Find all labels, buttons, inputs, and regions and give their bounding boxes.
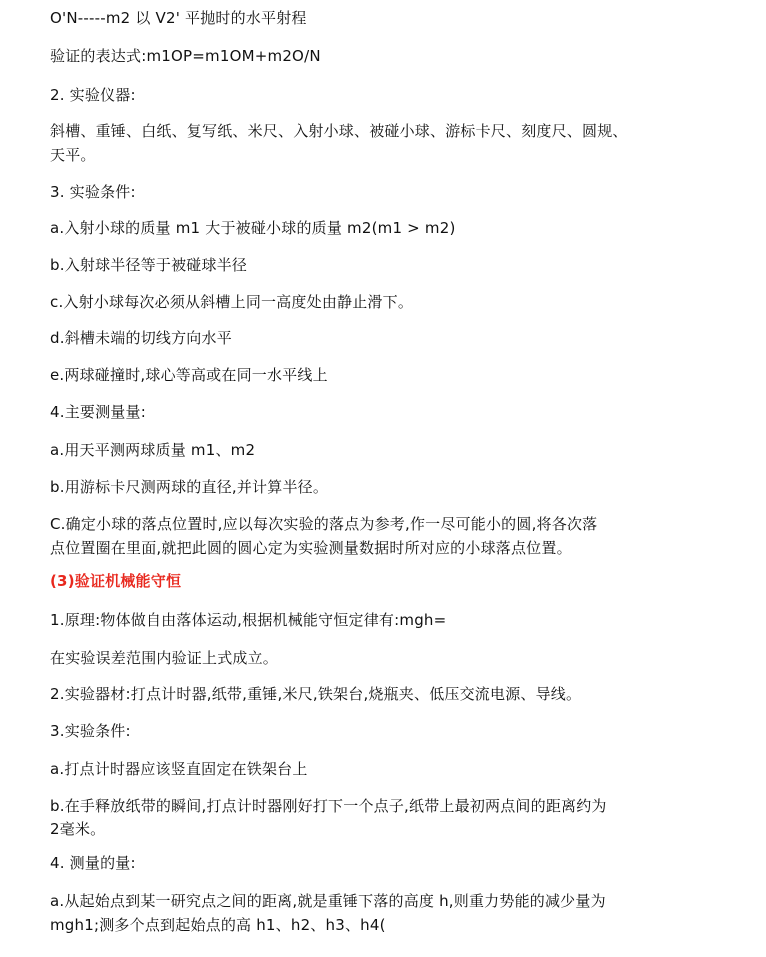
section-label: 3.实验条件: — [50, 722, 131, 740]
list-item: 点位置圈在里面,就把此圆的圆心定为实验测量数据时所对应的小球落点位置。 — [50, 539, 572, 557]
section-heading: (3)验证机械能守恒 — [50, 572, 182, 590]
list-item: b.入射球半径等于被碰球半径 — [50, 256, 248, 274]
text-line: 1.原理:物体做自由落体运动,根据机械能守恒定律有:mgh= — [50, 611, 447, 629]
list-item: e.两球碰撞时,球心等高或在同一水平线上 — [50, 366, 328, 384]
section-label: 4. 测量的量: — [50, 854, 136, 872]
section-label: 3. 实验条件: — [50, 183, 136, 201]
text-line: 验证的表达式:m1OP=m1OM+m2O/N — [50, 47, 321, 65]
text-line: 在实验误差范围内验证上式成立。 — [50, 649, 279, 667]
text-line: 斜槽、重锤、白纸、复写纸、米尺、入射小球、被碰小球、游标卡尺、刻度尺、圆规、 — [50, 122, 628, 140]
list-item: mgh1;测多个点到起始点的高 h1、h2、h3、h4( — [50, 916, 386, 934]
list-item: a.从起始点到某一研究点之间的距离,就是重锤下落的高度 h,则重力势能的减少量为 — [50, 892, 606, 910]
list-item: d.斜槽未端的切线方向水平 — [50, 329, 232, 347]
list-item: a.入射小球的质量 m1 大于被碰小球的质量 m2(m1 > m2) — [50, 219, 456, 237]
section-label: 4.主要测量量: — [50, 403, 146, 421]
list-item: b.用游标卡尺测两球的直径,并计算半径。 — [50, 478, 329, 496]
text-line: O'N-----m2 以 V2' 平抛时的水平射程 — [50, 9, 307, 27]
list-item: C.确定小球的落点位置时,应以每次实验的落点为参考,作一尽可能小的圆,将各次落 — [50, 515, 598, 533]
list-item: a.打点计时器应该竖直固定在铁架台上 — [50, 760, 308, 778]
text-line: 2.实验器材:打点计时器,纸带,重锤,米尺,铁架台,烧瓶夹、低压交流电源、导线。 — [50, 685, 582, 703]
list-item: a.用天平测两球质量 m1、m2 — [50, 441, 256, 459]
list-item: b.在手释放纸带的瞬间,打点计时器刚好打下一个点子,纸带上最初两点间的距离约为 — [50, 797, 607, 815]
text-line: 天平。 — [50, 146, 96, 164]
list-item: 2毫米。 — [50, 820, 106, 838]
section-label: 2. 实验仪器: — [50, 86, 136, 104]
list-item: c.入射小球每次必须从斜槽上同一高度处由静止滑下。 — [50, 293, 414, 311]
